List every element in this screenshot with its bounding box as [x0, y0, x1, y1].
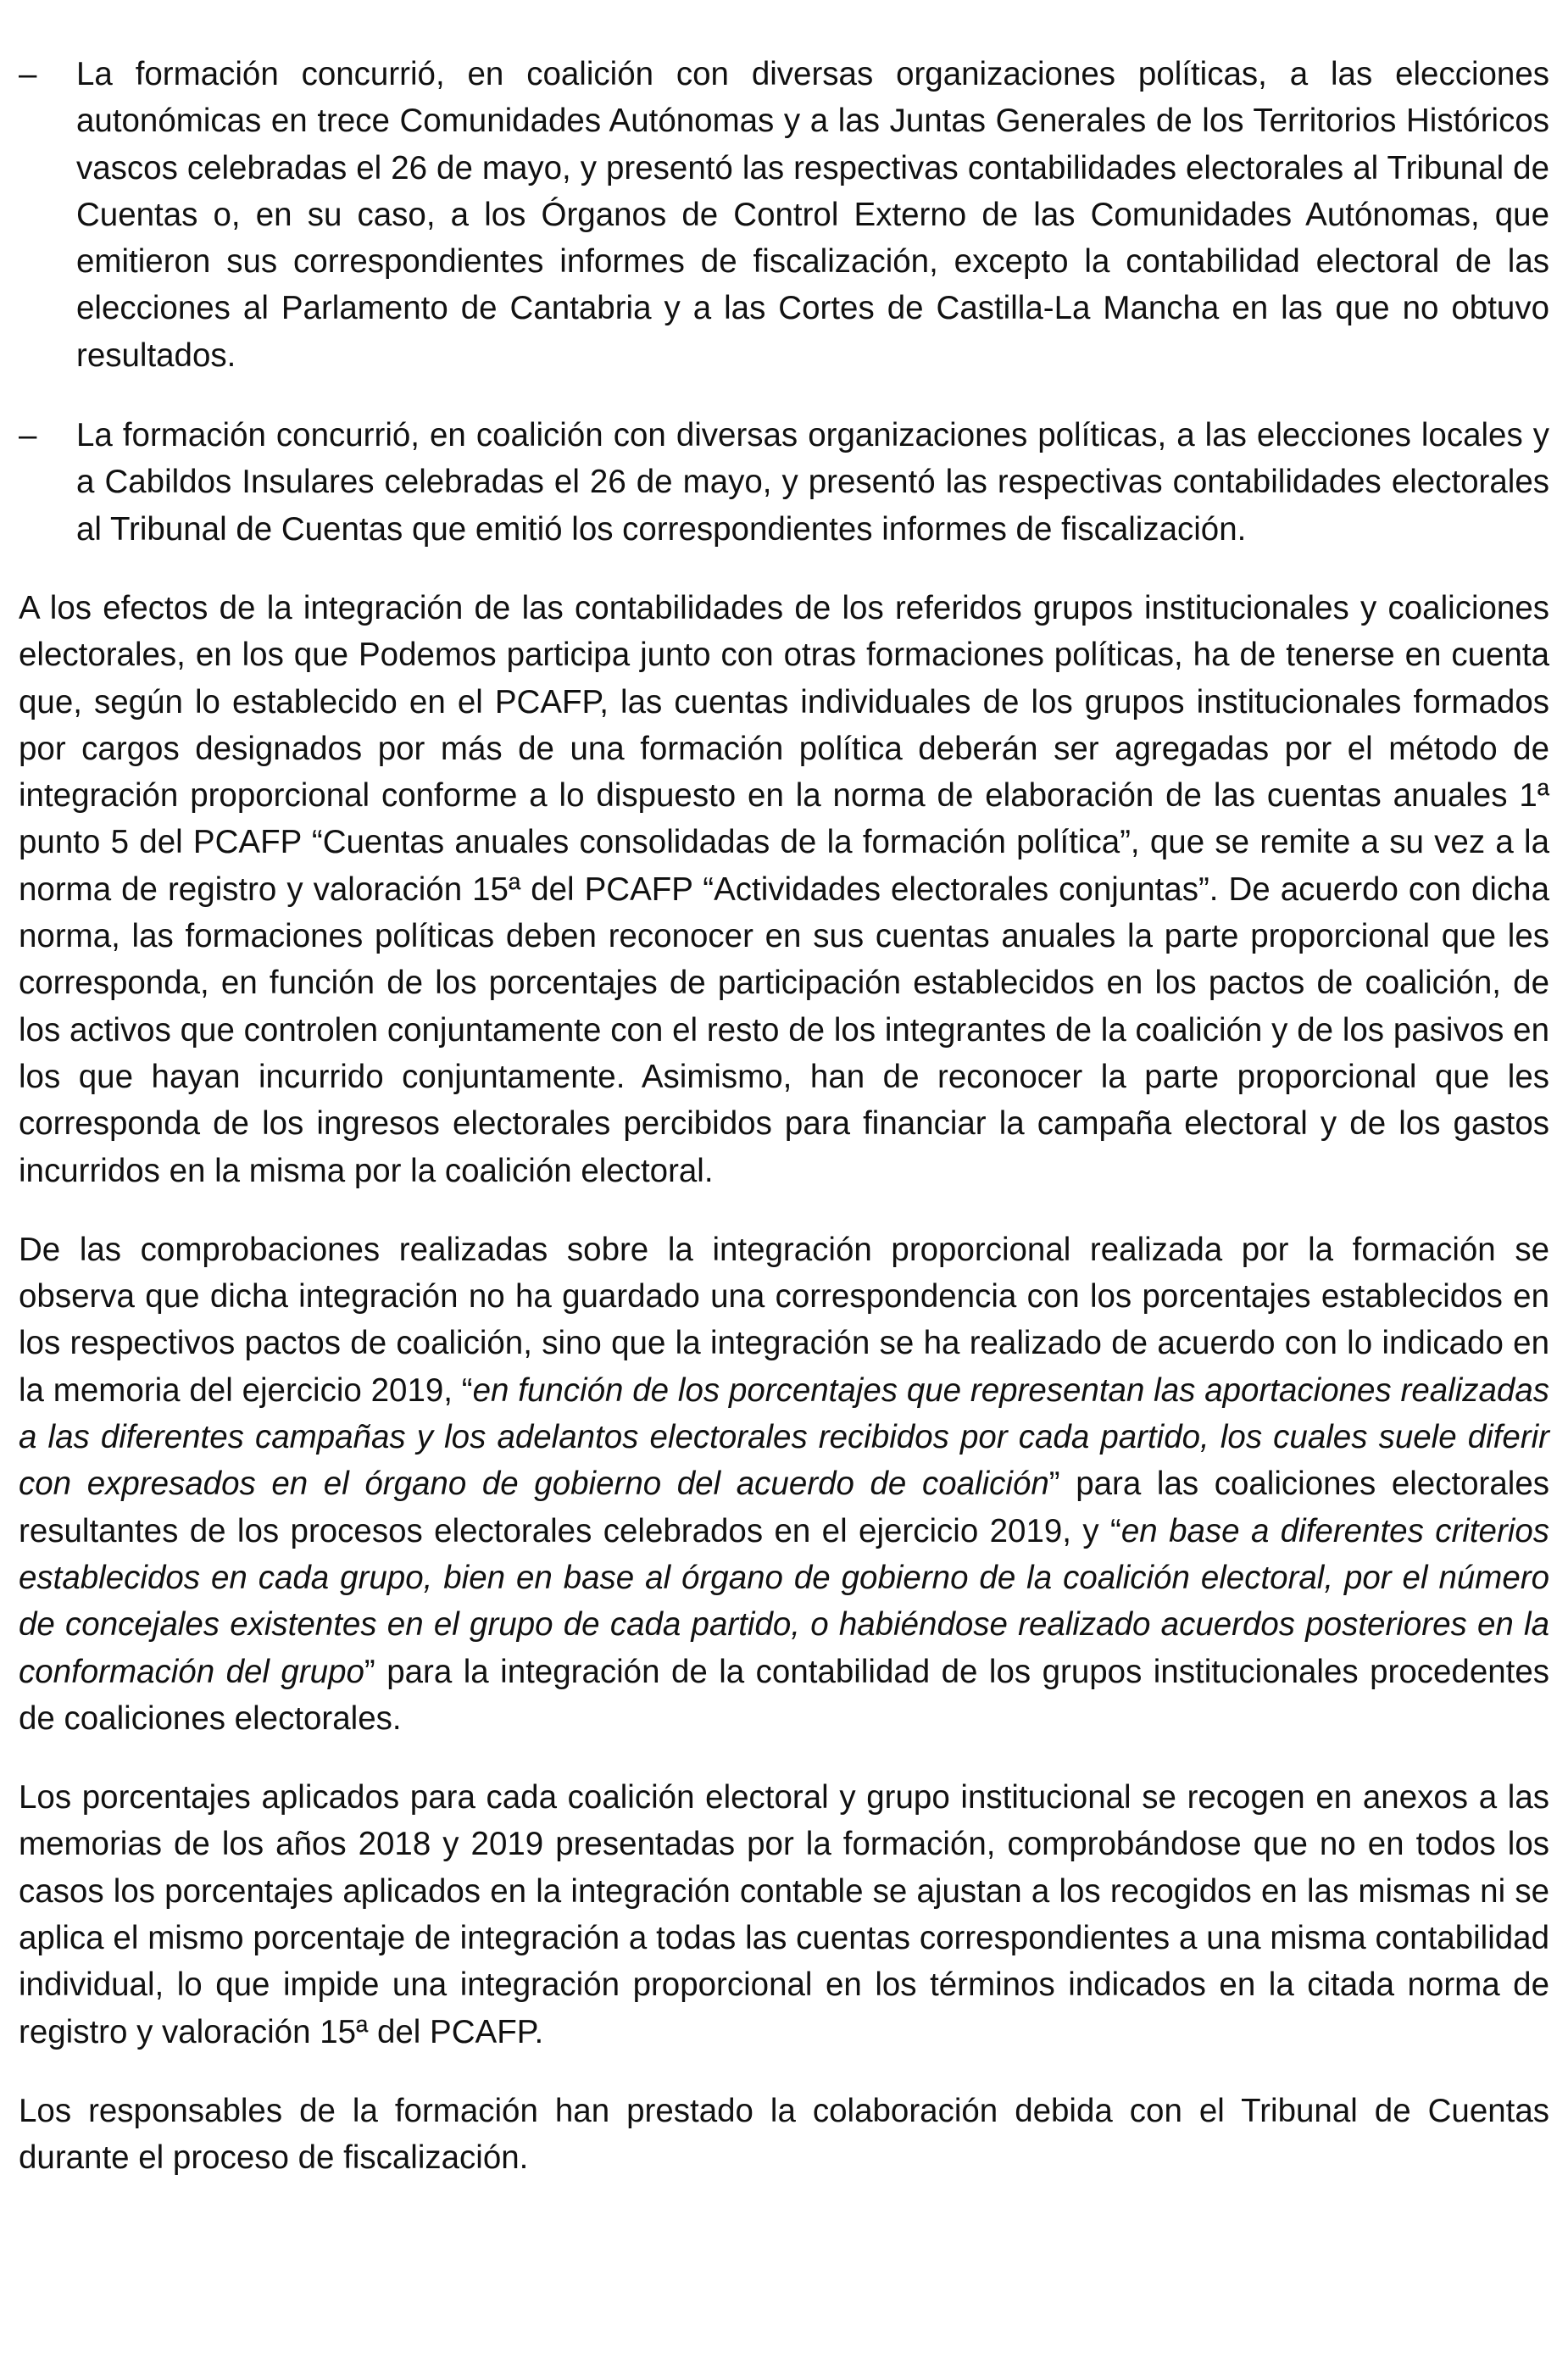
checks-quote-1: en función de los porcentajes que representan las aportaciones realizadas a las diferentes campañas y los adelantos electorales recibidos por cada partido, los cuales suele diferir con expresados en el órgano de gobierno del acuerdo de coalición: [19, 1371, 1549, 1503]
paragraph-collaboration: Los responsables de la formación han prestado la colaboración debida con el Tribunal de Cuentas durante el proceso de fiscalización.: [19, 2092, 1549, 2177]
checks-text-1: De las comprobaciones realizadas sobre la integración proporcional realizada por la formación se observa que dicha integración no ha guardado una correspondencia con los porcentajes establecidos en los respectivos pactos de coalición, sino que la integración se ha realizado de acuerdo con lo indicado en la memoria del ejercicio 2019, “: [19, 1231, 1549, 1409]
checks-text-2: ” para las coaliciones electorales resultantes de los procesos electorales celebrados en el ejercicio 2019, y “: [19, 1466, 1549, 1549]
list-item-text: La formación concurrió, en coalición con diversas organizaciones políticas, a las elecciones autonómicas en trece Comunidades Autónomas y a las Juntas Generales de los Territorios Históricos vascos celebradas el 26 de mayo, y presentó las respectivas contabilidades electorales al Tribunal de Cuentas o, en su caso, a los Órganos de Control Externo de las Comunidades Autónomas, que emitieron sus correspondientes informes de fiscalización, excepto la contabilidad electoral de las elecciones al Parlamento de Cantabria y a las Cortes de Castilla-La Mancha en las que no obtuvo resultados.: [76, 56, 1549, 374]
list-item: [19, 412, 1549, 553]
checks-quote-2: en base a diferentes criterios establecidos en cada grupo, bien en base al órgano de gobierno de la coalición electoral, por el número de concejales existentes en el grupo de cada partido, o habiéndose realizado acuerdos posteriores en la conformación del grupo: [19, 1512, 1549, 1690]
paragraph-checks: [19, 1227, 1549, 1742]
list-item-text: La formación concurrió, en coalición con diversas organizaciones políticas, a las elecciones locales y a Cabildos Insulares celebradas el 26 de mayo, y presentó las respectivas contabilidades electorales al Tribunal de Cuentas que emitió los correspondientes informes de fiscalización.: [76, 417, 1549, 548]
checks-text-3: ” para la integración de la contabilidad de los grupos institucionales procedentes de coaliciones electorales.: [19, 1653, 1549, 1737]
bullet-dash: –: [19, 56, 37, 92]
list-item: [19, 51, 1549, 379]
document-page: [19, 51, 1549, 2181]
paragraph-percentages: Los porcentajes aplicados para cada coalición electoral y grupo institucional se recogen en anexos a las memorias de los años 2018 y 2019 presentadas por la formación, comprobándose que no en todos los casos los porcentajes aplicados en la integración contable se ajustan a los recogidos en las mismas ni se aplica el mismo porcentaje de integración a todas las cuentas correspondientes a una misma contabilidad individual, lo que impide una integración proporcional en los términos indicados en la citada norma de registro y valoración 15ª del PCAFP.: [19, 1779, 1549, 2050]
bullet-dash: –: [19, 417, 37, 454]
paragraph-integration-rules: A los efectos de la integración de las contabilidades de los referidos grupos institucionales y coaliciones electorales, en los que Podemos participa junto con otras formaciones políticas, ha de tenerse en cuenta que, según lo establecido en el PCAFP, las cuentas individuales de los grupos institucionales formados por cargos designados por más de una formación política deberán ser agregadas por el método de integración proporcional conforme a lo dispuesto en la norma de elaboración de las cuentas anuales 1ª punto 5 del PCAFP “Cuentas anuales consolidadas de la formación política”, que se remite a su vez a la norma de registro y valoración 15ª del PCAFP “Actividades electorales conjuntas”. De acuerdo con dicha norma, las formaciones políticas deben reconocer en sus cuentas anuales la parte proporcional que les corresponda, en función de los porcentajes de participación establecidos en los pactos de coalición, de los activos que controlen conjuntamente con el resto de los integrantes de la coalición y de los pasivos en los que hayan incurrido conjuntamente. Asimismo, han de reconocer la parte proporcional que les corresponda de los ingresos electorales percibidos para financiar la campaña electoral y de los gastos incurridos en la misma por la coalición electoral.: [19, 589, 1549, 1189]
